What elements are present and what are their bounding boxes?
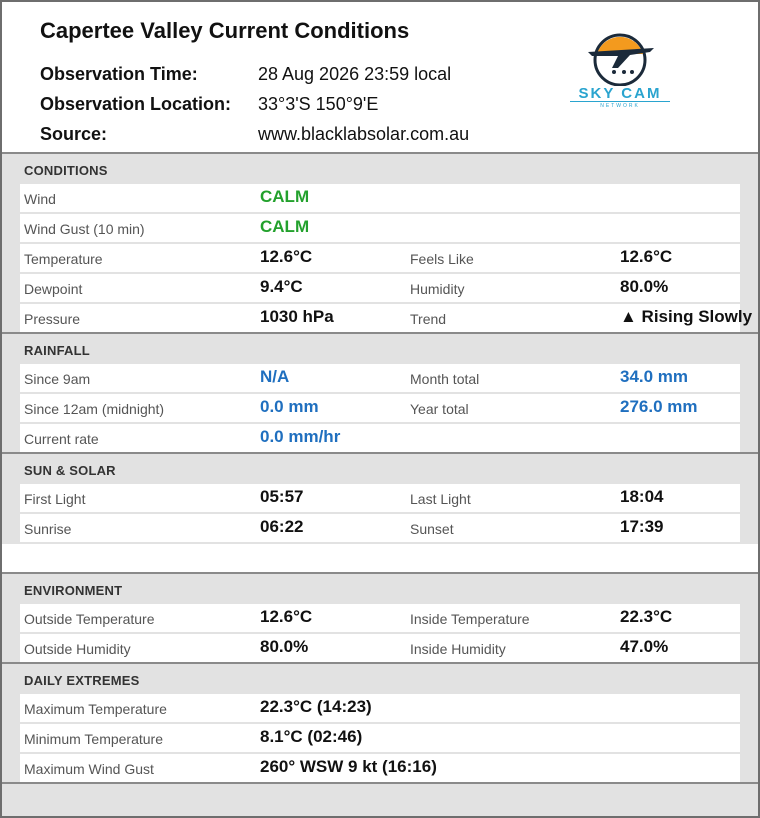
table-row	[20, 514, 740, 542]
section-title: CONDITIONS	[24, 163, 108, 178]
row-value: 0.0 mm/hr	[260, 427, 341, 446]
table-row	[20, 274, 740, 302]
row-label: Dewpoint	[24, 281, 83, 297]
row-label: Current rate	[24, 431, 99, 447]
row-label: Outside Humidity	[24, 641, 131, 657]
row-label-secondary: Trend	[410, 311, 447, 327]
environment-section	[2, 572, 758, 664]
table-row	[20, 184, 740, 212]
table-row	[20, 634, 740, 662]
table-row	[20, 604, 740, 632]
row-label-secondary: Humidity	[410, 281, 465, 297]
table-row	[20, 754, 740, 782]
row-label-secondary: Month total	[410, 371, 480, 387]
row-label: Wind Gust (10 min)	[24, 221, 145, 237]
table-row	[20, 394, 740, 422]
observation-location-label: Observation Location:	[40, 94, 232, 114]
source-label: Source:	[40, 124, 108, 144]
row-value: CALM	[260, 187, 310, 206]
table-row	[20, 724, 740, 752]
row-value: 22.3°C (14:23)	[260, 697, 372, 716]
logo-sub: NETWORK	[570, 101, 670, 109]
row-value: 06:22	[260, 517, 304, 536]
section-title: ENVIRONMENT	[24, 583, 123, 598]
row-label: Since 12am (midnight)	[24, 401, 165, 417]
row-label: Pressure	[24, 311, 81, 327]
section-title: RAINFALL	[24, 343, 90, 358]
row-value-secondary: 80.0%	[620, 277, 669, 296]
page-title: Capertee Valley Current Conditions	[40, 18, 410, 43]
footer-band	[2, 782, 758, 818]
section-title: SUN & SOLAR	[24, 463, 116, 478]
table-row	[20, 244, 740, 272]
row-label-secondary: Year total	[410, 401, 469, 417]
row-value: 05:57	[260, 487, 304, 506]
table-row	[20, 484, 740, 512]
row-value: 12.6°C	[260, 247, 313, 266]
row-value: CALM	[260, 217, 310, 236]
table-row	[20, 364, 740, 392]
sky-cam-logo	[570, 30, 670, 112]
row-value-secondary: 12.6°C	[620, 247, 673, 266]
row-label-secondary: Last Light	[410, 491, 471, 507]
row-value: 80.0%	[260, 637, 309, 656]
header	[2, 2, 758, 152]
row-value-secondary: 22.3°C	[620, 607, 673, 626]
row-value: 12.6°C	[260, 607, 313, 626]
row-value-secondary: 17:39	[620, 517, 664, 536]
source-value[interactable]: www.blacklabsolar.com.au	[258, 124, 470, 144]
row-value: N/A	[260, 367, 290, 386]
row-label-secondary: Sunset	[410, 521, 454, 537]
row-label: Wind	[24, 191, 56, 207]
rainfall-section	[2, 332, 758, 454]
row-label: Since 9am	[24, 371, 91, 387]
row-label: Sunrise	[24, 521, 72, 537]
row-label: Maximum Temperature	[24, 701, 167, 717]
row-value: 9.4°C	[260, 277, 303, 296]
row-label: Minimum Temperature	[24, 731, 164, 747]
row-value-secondary: 34.0 mm	[620, 367, 689, 386]
conditions-section	[2, 152, 758, 334]
observation-time-value: 28 Aug 2026 23:59 local	[258, 64, 452, 84]
row-value-secondary: 18:04	[620, 487, 664, 506]
observation-time-label: Observation Time:	[40, 64, 198, 84]
sun-solar-section	[2, 452, 758, 574]
row-label: Temperature	[24, 251, 103, 267]
observation-location-value: 33°3'S 150°9'E	[258, 94, 379, 114]
blank-row	[2, 544, 758, 574]
row-value: 0.0 mm	[260, 397, 319, 416]
row-label-secondary: Feels Like	[410, 251, 474, 267]
row-label: Maximum Wind Gust	[24, 761, 154, 777]
row-value: 260° WSW 9 kt (16:16)	[260, 757, 437, 776]
observation-time-row	[40, 64, 560, 94]
sky-cam-emblem-icon	[570, 30, 670, 86]
table-row	[20, 424, 740, 452]
row-label-secondary: Inside Temperature	[410, 611, 530, 627]
daily-extremes-section	[2, 662, 758, 784]
row-value-secondary: 47.0%	[620, 637, 669, 656]
row-value-secondary: 276.0 mm	[620, 397, 698, 416]
source-row	[40, 124, 560, 154]
pressure-trend-value: ▲ Rising Slowly	[620, 307, 753, 326]
table-row	[20, 304, 753, 332]
row-label: First Light	[24, 491, 86, 507]
row-value: 1030 hPa	[260, 307, 334, 326]
row-value: 8.1°C (02:46)	[260, 727, 363, 746]
logo-name: SKY CAM	[578, 85, 662, 102]
row-label: Outside Temperature	[24, 611, 155, 627]
table-row	[20, 214, 740, 242]
table-row	[20, 694, 740, 722]
section-title: DAILY EXTREMES	[24, 673, 140, 688]
row-label-secondary: Inside Humidity	[410, 641, 506, 657]
observation-location-row	[40, 94, 560, 124]
